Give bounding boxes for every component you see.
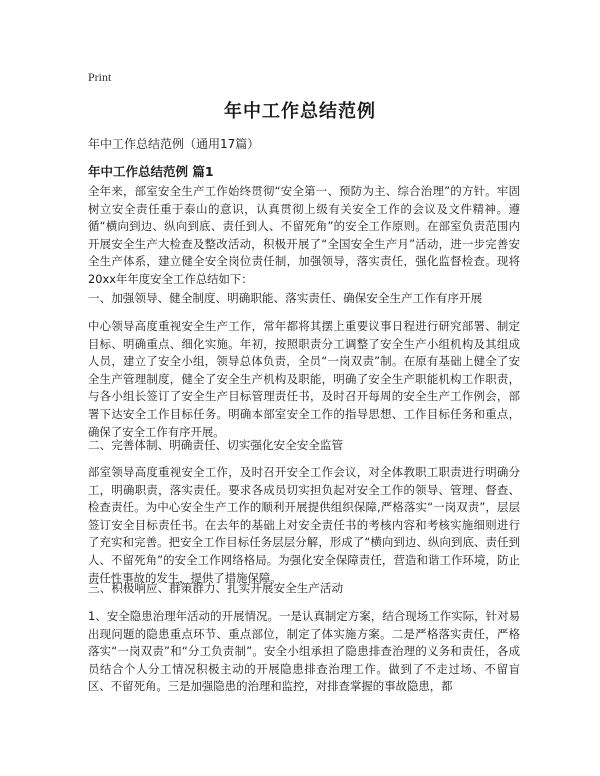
section-2-heading: 二、完善体制、明确责任、切实强化安全安全监管 [88, 438, 344, 452]
section-1-paragraph: 中心领导高度重视安全生产工作，常年都将其摆上重要议事日程进行研究部署、制定目标、明确重点、细化实施。年初，按照职责分工调整了安全生产小组机构及其组成人员，建立了安全小组，领导总体负责，全员“一岗双责”制。在原有基础上健全了安全生产管理制度，健全了安全生产机构及职能，明确了安全生产职能机构工作职责，与各小组长签订了安全生产目标管理责任书，及时召开每周的安全生产工作例会，部署下达安全工作目标任务。明确本部室安全工作的指导思想、工作目标任务和重点，确保了安全工作有序开展。 [88, 319, 520, 439]
print-label[interactable]: Print [88, 70, 112, 84]
page-title: 年中工作总结范例 [224, 101, 376, 122]
section-2-paragraph: 部室领导高度重视安全工作，及时召开安全工作会议，对全体教职工职责进行明确分工，明确职责，落实责任。要求各成员切实担负起对安全工作的领导、管理、督查、检查责任。为中心安全生产工作的顺利开展提供组织保障,严格落实“一岗双责”，层层签订安全目标责任书。在去年的基础上对安全责任书的考核内容和考核实施细则进行了充实和完善。把安全工作目标任务层层分解，形成了“横向到边、纵向到底、责任到人、不留死角”的安全工作网络格局。为强化安全保障责任，营造和谐工作环境，防止责任性事故的发生，提供了措施保障。 [88, 465, 520, 585]
section-1-heading: 一、加强领导、健全制度、明确职能、落实责任、确保安全生产工作有序开展 [88, 291, 483, 305]
section-3-heading: 三、积极响应、群策群力、扎实开展安全生产活动 [88, 581, 344, 595]
document-subtitle: 年中工作总结范例（通用17篇） [88, 137, 260, 151]
article-heading: 年中工作总结范例 篇1 [88, 164, 214, 179]
intro-paragraph: 全年来，部室安全生产工作始终贯彻“安全第一、预防为主、综合治理”的方针。牢固树立安全责任重于泰山的意识，认真贯彻上级有关安全工作的会议及文件精神。遵循“横向到边、纵向到底、责任到人、不留死角”的安全工作原则。在部室负责范围内开展安全生产大检查及整改活动，积极开展了“全国安全生产月”活动，进一步完善安全生产体系，建立健全安全岗位责任制，加强领导，落实责任，强化监督检查。现将20xx年年度安全工作总结如下： [88, 184, 520, 286]
section-3-paragraph: 1、安全隐患治理年活动的开展情况。一是认真制定方案，结合现场工作实际，针对易出现问题的隐患重点环节、重点部位，制定了体实施方案。二是严格落实责任，严格落实“一岗双责”和“分工负责制”。安全小组承担了隐患排查治理的义务和责任，各成员结合个人分工情况积极主动的开展隐患排查治理工作。做到了不走过场、不留盲区、不留死角。三是加强隐患的治理和监控，对排查掌握的事故隐患，都 [88, 609, 520, 694]
